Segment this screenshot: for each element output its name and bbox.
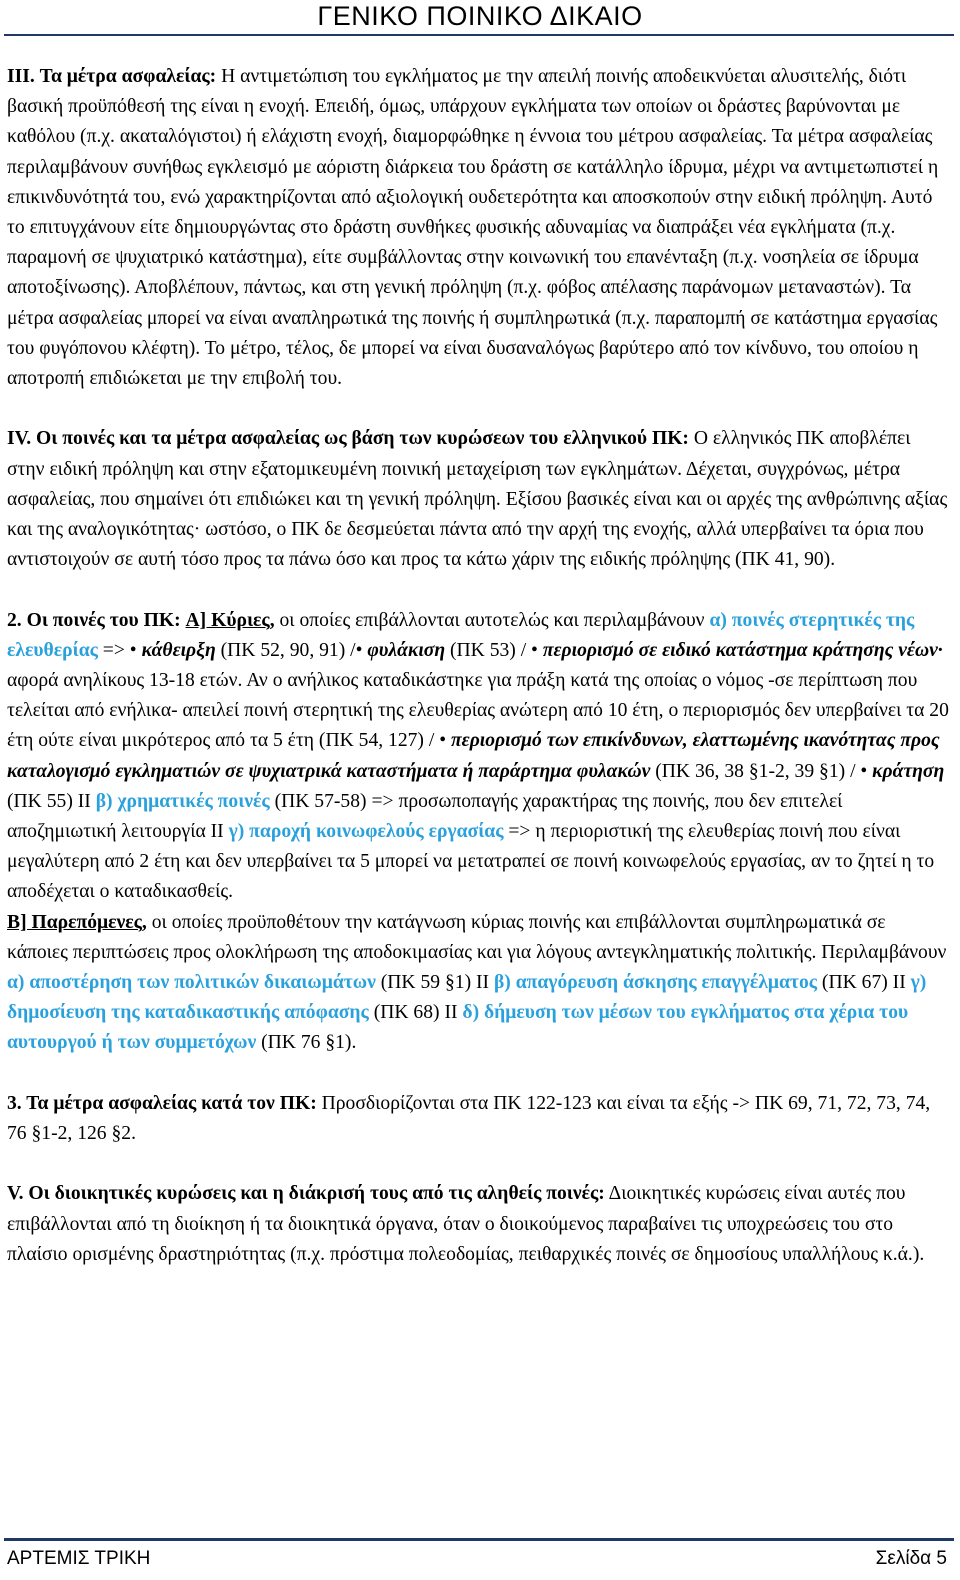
term-kratisi: κράτηση [872,760,945,782]
footer-page-number: Σελίδα 5 [875,1548,947,1569]
section-heading: III. Τα μέτρα ασφαλείας: [7,66,217,87]
text-run: (ΠΚ 55) ΙΙ [7,790,96,812]
highlight-monetary-penalties: β) χρηματικές ποινές [95,790,270,812]
footer-author: ΑΡΤΕΜΙΣ ΤΡΙΚΗ [7,1548,151,1569]
section-v [7,1179,951,1270]
text-run: (ΠΚ 36, 38 §1-2, 39 §1) / • [650,760,873,782]
text-run: οι οποίες προϋποθέτουν την κατάγνωση κύριας ποινής και επιβάλλονται συμπληρωματικά σε κάποιες περιπτώσεις προς ολοκλήρωση της αποδοκιμασίας και για λόγους αντεγκληματικής πολιτικής. Περιλαμβάνουν [7,911,947,963]
section-heading: 2. Οι ποινές του ΠΚ: [7,609,181,631]
text-run: (ΠΚ 67) ΙΙ [817,972,911,994]
section-heading: IV. Οι ποινές και τα μέτρα ασφαλείας ως βάση των κυρώσεων του ελληνικού ΠΚ: [7,428,689,450]
text-run: => • [97,639,142,661]
text-run: => η περιοριστική της ελευθερίας ποινή που είναι μεγαλύτερη από 2 έτη και δεν υπερβαίνει τα 5 μπορεί να μετατραπεί σε ποινή κοινωφελούς εργασίας, αν το ζητεί η το αποδέχεται ο καταδικασθείς. [7,821,935,903]
highlight-publication: γ) δημοσίευση της καταδικαστικής απόφασης [7,972,927,1024]
section-2-penalties [7,606,951,908]
section-text: Η αντιμετώπιση του εγκλήματος με την απειλή ποινής αποδεικνύεται αλυσιτελής, διότι βασική προϋπόθεσή της είναι η ενοχή. Επειδή, όμως, υπάρχουν εγκλήματα των οποίων οι δράστες βαρύνονται με καθόλου (π.χ. ακαταλόγιστοι) ή ελάχιστη ενοχή, διαμορφώθηκε η έννοια του μέτρου ασφαλείας. Τα μέτρα ασφαλείας περιλαμβάνουν συνήθως εγκλεισμό με αόριστη διάρκεια του δράστη σε κατάλληλο ίδρυμα, μέχρι να αντιμετωπιστεί η επικινδυνότητά του, ενώ χαρακτηρίζονται από αξιολογική ουδετερότητα και αποσκοπούν στην ειδική πρόληψη. Αυτό το επιτυγχάνουν είτε δημιουργώντας στο δράστη συνθήκες φυσικής αδυναμίας να διαπράξει νέα εγκλήματα (π.χ. παραμονή σε ψυχιατρικό κατάστημα), είτε συμβάλλοντας στην κοινωνική του επανένταξη (π.χ. νοσηλεία σε ίδρυμα αποτοξίνωσης). Αποβλέπουν, πάντως, και στη γενική πρόληψη (π.χ. φόβος απέλασης παράνομων μεταναστών). Τα μέτρα ασφαλείας μπορεί να είναι αναπληρωτικά της ποινής ή συμπληρωτικά (π.χ. παραπομπή σε κατάστημα εργασίας του φυγόπονου κλέφτη). Το μέτρο, τέλος, δε μπορεί να είναι δυσαναλόγως βαρύτερο από τον κίνδυνο, του οποίου η αποτροπή επιδιώκεται με την επιβολή του. [7,66,939,390]
footer-divider [4,1538,954,1541]
section-3-security-measures [7,1089,951,1149]
text-run: (ΠΚ 76 §1). [256,1032,357,1054]
text-run: αφορά ανηλίκους 13-18 ετών. Αν ο ανήλικος καταδικάστηκε για πράξη κατά της οποίας ο νόμος -σε περίπτωση που τελείται από ενήλικα- απειλεί ποινή στερητική της ελευθερίας ανώτερη από 10 έτη, ο περιορισμός δεν υπερβαίνει τα 20 έτη ούτε είναι μικρότερος από τα 5 έτη (ΠΚ 54, 127) / • [7,670,949,752]
section-heading: 3. Τα μέτρα ασφαλείας κατά τον ΠΚ: [7,1092,317,1114]
section-text: Ο ελληνικός ΠΚ αποβλέπει στην ειδική πρόληψη και στην εξατομικευμένη ποινική μεταχείριση των εγκλημάτων. Δέχεται, συγχρόνως, μέτρα ασφαλείας, που σημαίνει ότι επιδιώκει και τη γενική πρόληψη. Εξίσου βασικές είναι και οι αρχές της ανθρώπινης αξίας και της αναλογικότητας· ωστόσο, ο ΠΚ δε δεσμεύεται πάντα από την αρχή της ενοχής, αλλά υπερβαίνει τα όρια που αντιστοιχούν σε αυτή τόσο προς τα πάνω όσο και προς τα κάτω χάριν της ειδικής πρόληψης (ΠΚ 41, 90). [7,428,948,571]
paragraph-spacer [7,394,951,424]
section-text: Διοικητικές κυρώσεις είναι αυτές που επιβάλλονται από τη διοίκηση ή τα διοικητικά όργανα, όταν ο διοικούμενος παραβαίνει τις υποχρεώσεις του στο πλαίσιο ορισμένης δραστηριότητας (π.χ. πρόστιμα πολεοδομίας, πειθαρχικές ποινές σε δημοσίους υπαλλήλους κ.ά.). [7,1183,925,1265]
main-penalties-label: Α] Κύριες, [185,609,275,631]
page-header [0,0,960,36]
term-fylakisi: φυλάκιση [367,639,446,661]
accessory-penalties-label: Β] Παρεπόμενες, [7,911,147,933]
term-juvenile-detention: περιορισμό σε ειδικό κατάστημα κράτησης νέων· [542,639,943,661]
text-run: (ΠΚ 59 §1) ΙΙ [375,972,494,994]
text-run: οι οποίες επιβάλλονται αυτοτελώς και περιλαμβάνουν [274,609,710,631]
paragraph-spacer [7,1059,951,1089]
text-run: (ΠΚ 68) ΙΙ [368,1002,463,1024]
highlight-political-rights: α) αποστέρηση των πολιτικών δικαιωμάτων [7,972,376,994]
header-divider [4,34,954,36]
highlight-community-service: γ) παροχή κοινωφελούς εργασίας [228,821,504,843]
section-heading: V. Οι διοικητικές κυρώσεις και η διάκρισή τους από τις αληθείς ποινές: [7,1183,605,1205]
section-iii [7,62,951,394]
highlight-confiscation: δ) δήμευση των μέσων του εγκλήματος στα χέρια του αυτουργού ή των συμμετόχων [7,1002,909,1054]
term-psychiatric-detention: περιορισμό των επικίνδυνων, ελαττωμένης ικανότητας προς καταλογισμό εγκληματιών σε ψυχιατρικά καταστήματα ή παράρτημα φυλακών [7,730,940,782]
document-body [7,62,951,1270]
section-2-accessory-penalties [7,908,951,1059]
text-run: (ΠΚ 57-58) => προσωποπαγής χαρακτήρας της ποινής, που δεν επιτελεί αποζημιωτική λειτουργία ΙΙ [7,790,843,843]
paragraph-spacer [7,575,951,605]
section-iv [7,424,951,575]
header-title: ΓΕΝΙΚΟ ΠΟΙΝΙΚΟ ΔΙΚΑΙΟ [317,1,643,31]
text-run: (ΠΚ 52, 90, 91) /• [215,639,368,661]
text-run: (ΠΚ 53) / • [445,639,543,661]
section-text: Προσδιορίζονται στα ΠΚ 122-123 και είναι τα εξής -> ΠΚ 69, 71, 72, 73, 74, 76 §1-2, 126 §2. [7,1092,931,1145]
highlight-profession-ban: β) απαγόρευση άσκησης επαγγέλματος [493,972,818,994]
highlight-freedom-penalties: α) ποινές στερητικές της ελευθερίας [7,609,915,661]
paragraph-spacer [7,1149,951,1179]
term-katheirxi: κάθειρξη [141,639,216,661]
